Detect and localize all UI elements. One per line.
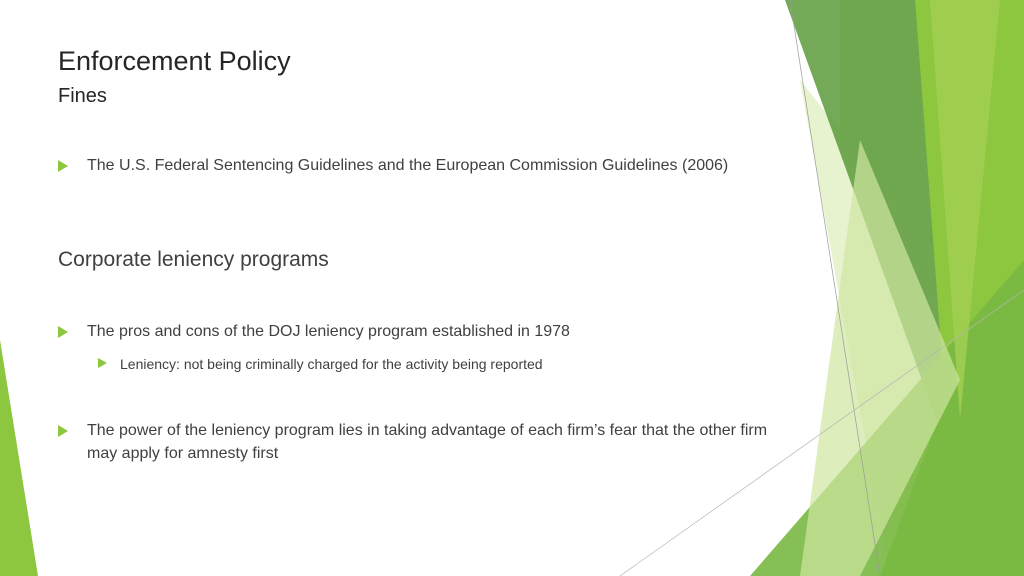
sub-bullet-arrow-icon — [98, 358, 107, 368]
bullet-arrow-icon — [58, 160, 68, 172]
bullet-arrow-icon — [58, 425, 68, 437]
section-heading-leniency: Corporate leniency programs — [58, 248, 329, 271]
bullet-fines-guidelines — [58, 154, 778, 177]
bullet-arrow-icon — [58, 326, 68, 338]
bullet-text: The U.S. Federal Sentencing Guidelines and the European Commission Guidelines (2006) — [87, 157, 729, 174]
bullet-text: The power of the leniency program lies in taking advantage of each firm’s fear that the other firm may apply for amnesty first — [87, 422, 768, 462]
sub-bullet-text: Leniency: not being criminally charged for the activity being reported — [120, 356, 543, 372]
slide-subtitle: Fines — [58, 85, 107, 107]
bullet-leniency-power — [58, 419, 778, 465]
bullet-text: The pros and cons of the DOJ leniency program established in 1978 — [87, 323, 570, 340]
bullet-doj-program — [58, 320, 778, 343]
sub-bullet-leniency-definition — [98, 354, 738, 374]
slide-title: Enforcement Policy — [58, 46, 291, 76]
left-edge-stripe — [0, 340, 38, 576]
